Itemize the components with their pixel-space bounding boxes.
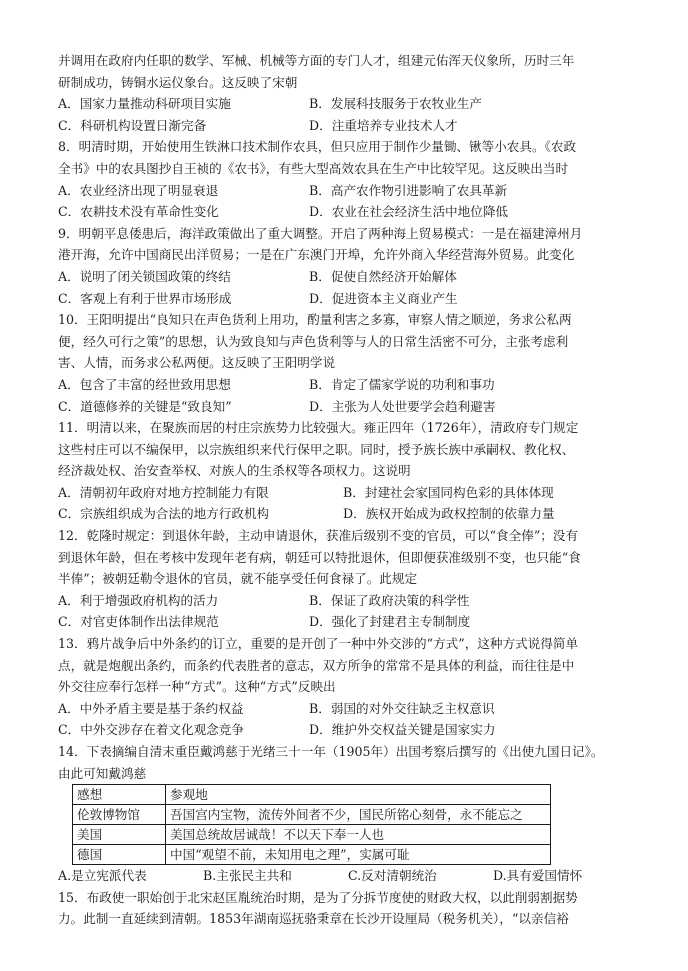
q14-stem-line: 14．下表摘编自清末重臣戴鸿慈于光绪三十一年（1905年）出国考察后撰写的《出使九国日记》。	[58, 744, 604, 759]
table-cell: 美国	[73, 825, 166, 845]
q13-stem-line: 外交往应奉行怎样一种“方式”。这种“方式”反映出	[58, 679, 336, 695]
question-12	[58, 525, 640, 633]
q11-options-row	[58, 482, 640, 504]
q11-stem-line: 这些村庄可以不编保甲，以宗族组织来代行保甲之职。同时，授予族长族中承嗣权、教化权、	[58, 441, 575, 457]
q9-option-c: C．客观上有利于世界市场形成	[58, 290, 232, 306]
q11-stem-line: 11．明清以来，在聚族而居的村庄宗族势力比较强大。雍正四年（1726年），清政府专门规定	[58, 420, 579, 436]
q9-option-a: A．说明了闭关锁国政策的终结	[58, 268, 231, 284]
q10-option-d: D．主张为人处世要学会趋利避害	[309, 398, 496, 414]
table-header-cell: 参观地	[166, 785, 551, 805]
q13-stem-line: 13．鸦片战争后中外条约的订立，重要的是开创了一种中外交涉的“方式”，这种方式说得简单	[58, 636, 579, 652]
q14-option-b: B.主张民主共和	[203, 868, 292, 884]
q12-option-b: B．保证了政府决策的科学性	[309, 592, 470, 608]
q11-options-row	[58, 503, 640, 525]
q7-options-row	[58, 115, 640, 137]
q13-options-row	[58, 698, 640, 720]
q14-options-row	[58, 865, 640, 887]
q7-option-a: A．国家力量推动科研项目实施	[58, 96, 231, 112]
q13-options-row	[58, 719, 640, 741]
q11-option-d: D．族权开始成为政权控制的依靠力量	[343, 506, 555, 522]
q11-option-a: A．清朝初年政府对地方控制能力有限	[58, 484, 269, 500]
question-7-tail	[58, 50, 640, 136]
q11-stem-line: 经济裁处权、治安查举权、对族人的生杀权等各项权力。这说明	[58, 463, 411, 479]
q12-options-row	[58, 611, 640, 633]
q12-stem-line: 半俸”；被朝廷勒令退休的官员，就不能享受任何食禄了。此规定	[58, 571, 418, 587]
q14-table	[72, 784, 551, 865]
table-cell: 中国“观望不前，未知用电之理”，实属可耻	[166, 845, 551, 865]
q7-option-d: D．注重培养专业技术人才	[309, 117, 458, 133]
q9-options-row	[58, 266, 640, 288]
q14-option-d: D.具有爱国情怀	[493, 868, 583, 884]
table-cell: 美国总统故居诚哉！不以天下奉一人也	[166, 825, 551, 845]
q10-stem-line: 10．王阳明提出“良知只在声色货利上用功，酌量利害之多寡，审察人情之顺逆，务求公私两	[58, 312, 572, 328]
q13-option-c: C．中外交涉存在着文化观念竞争	[58, 722, 244, 738]
q14-stem-line: 由此可知戴鸿慈	[58, 765, 147, 781]
question-10	[58, 309, 640, 417]
q8-option-a: A．农业经济出现了明显衰退	[58, 182, 219, 198]
q12-option-d: D．强化了封建君主专制制度	[309, 614, 471, 630]
q10-stem-line: 便，经久可行之策”的思想，认为致良知与声色货利等与人的日常生活密不可分，主张考虑利	[58, 333, 569, 349]
q14-option-c: C.反对清朝统治	[348, 868, 437, 884]
q8-options-row	[58, 180, 640, 202]
q7-option-c: C．科研机构设置日渐完备	[58, 117, 207, 133]
q13-option-b: B．弱国的对外交往缺乏主权意识	[309, 700, 495, 716]
q10-options-row	[58, 396, 640, 418]
q11-option-c: C．宗族组织成为合法的地方行政机构	[58, 506, 270, 522]
q8-option-c: C．农耕技术没有革命性变化	[58, 204, 219, 220]
q13-stem-line: 点，就是炮舰出条约，而条约代表胜者的意志，双方所争的常常不是具体的利益，而往往是中	[58, 657, 575, 673]
q9-stem-line: 9．明朝平息倭患后，海洋政策做出了重大调整。开启了两种海上贸易模式：一是在福建漳州月	[58, 225, 583, 241]
question-9	[58, 223, 640, 309]
q10-options-row	[58, 374, 640, 396]
q8-stem-line: 8．明清时期，开始使用生铁淋口技术制作农具，但只应用于制作少量锄、锹等小农具。《农政	[58, 139, 577, 155]
table-row	[73, 805, 551, 825]
q10-option-c: C．道德修养的关键是“致良知”	[58, 398, 232, 414]
q11-option-b: B．封建社会家国同构色彩的具体体现	[343, 484, 554, 500]
table-row	[73, 845, 551, 865]
table-cell: 吾国宫内宝物，流传外间者不少，国民所铭心刻骨，永不能忘之	[166, 805, 551, 825]
q12-option-a: A．利于增强政府机构的活力	[58, 592, 219, 608]
table-cell: 伦敦博物馆	[73, 805, 166, 825]
q15-stem-line: 力。此制一直延续到清朝。1853年湖南巡抚骆秉章在长沙开设厘局（税务机关），“以亲信裕	[58, 911, 569, 927]
table-cell: 德国	[73, 845, 166, 865]
q9-option-d: D．促进资本主义商业产生	[309, 290, 458, 306]
q12-options-row	[58, 590, 640, 612]
q13-option-a: A．中外矛盾主要是基于条约权益	[58, 700, 244, 716]
q12-stem-line: 12．乾隆时规定：到退休年龄，主动申请退休，获准后级别不变的官员，可以“食全俸”；没有	[58, 528, 579, 544]
q7-stem-line: 并调用在政府内任职的数学、军械、机械等方面的专门人才，组建元佑浑天仪象所，历时三年	[58, 53, 575, 68]
q7-option-b: B．发展科技服务于农牧业生产	[309, 96, 482, 112]
question-11	[58, 417, 640, 525]
q13-option-d: D．维护外交权益关键是国家实力	[309, 722, 496, 738]
question-8	[58, 136, 640, 222]
question-14	[58, 741, 640, 887]
question-15	[58, 887, 640, 930]
q8-stem-line: 全书》中的农具图抄自王祯的《农书》，有些大型高效农具在生产中比较罕见。这反映出当时	[58, 160, 569, 176]
q7-options-row	[58, 93, 640, 115]
q9-option-b: B．促使自然经济开始解体	[309, 268, 457, 284]
q10-stem-line: 害、人情，而务求公私两便。这反映了王阳明学说	[58, 355, 336, 371]
q9-stem-line: 港开海，允许中国商民出洋贸易；一是在广东澳门开埠，允许外商入华经营海外贸易。此变化	[58, 247, 575, 263]
q8-options-row	[58, 201, 640, 223]
q8-option-b: B．高产农作物引进影响了农具革新	[309, 182, 508, 198]
q7-stem-line: 研制成功，铸铜水运仪象台。这反映了宋朝	[58, 74, 298, 90]
q10-option-b: B．肯定了儒家学说的功利和事功	[309, 376, 495, 392]
exam-page	[58, 50, 640, 930]
q15-stem-line: 15．布政使一职始创于北宋赵匡胤统治时期，是为了分拆节度使的财政大权，以此削弱割据势	[58, 889, 578, 905]
q8-option-d: D．农业在社会经济生活中地位降低	[309, 204, 509, 220]
table-header-cell: 感想	[73, 785, 166, 805]
q12-option-c: C．对官吏体制作出法律规范	[58, 614, 219, 630]
q10-option-a: A．包含了丰富的经世致用思想	[58, 376, 231, 392]
table-header-row	[73, 785, 551, 805]
q14-option-a: A.是立宪派代表	[58, 868, 147, 884]
table-row	[73, 825, 551, 845]
q9-options-row	[58, 288, 640, 310]
q12-stem-line: 到退休年龄，但在考核中发现年老有病，朝廷可以特批退休，但即便获准级别不变，也只能“食	[58, 549, 581, 565]
question-13	[58, 633, 640, 741]
